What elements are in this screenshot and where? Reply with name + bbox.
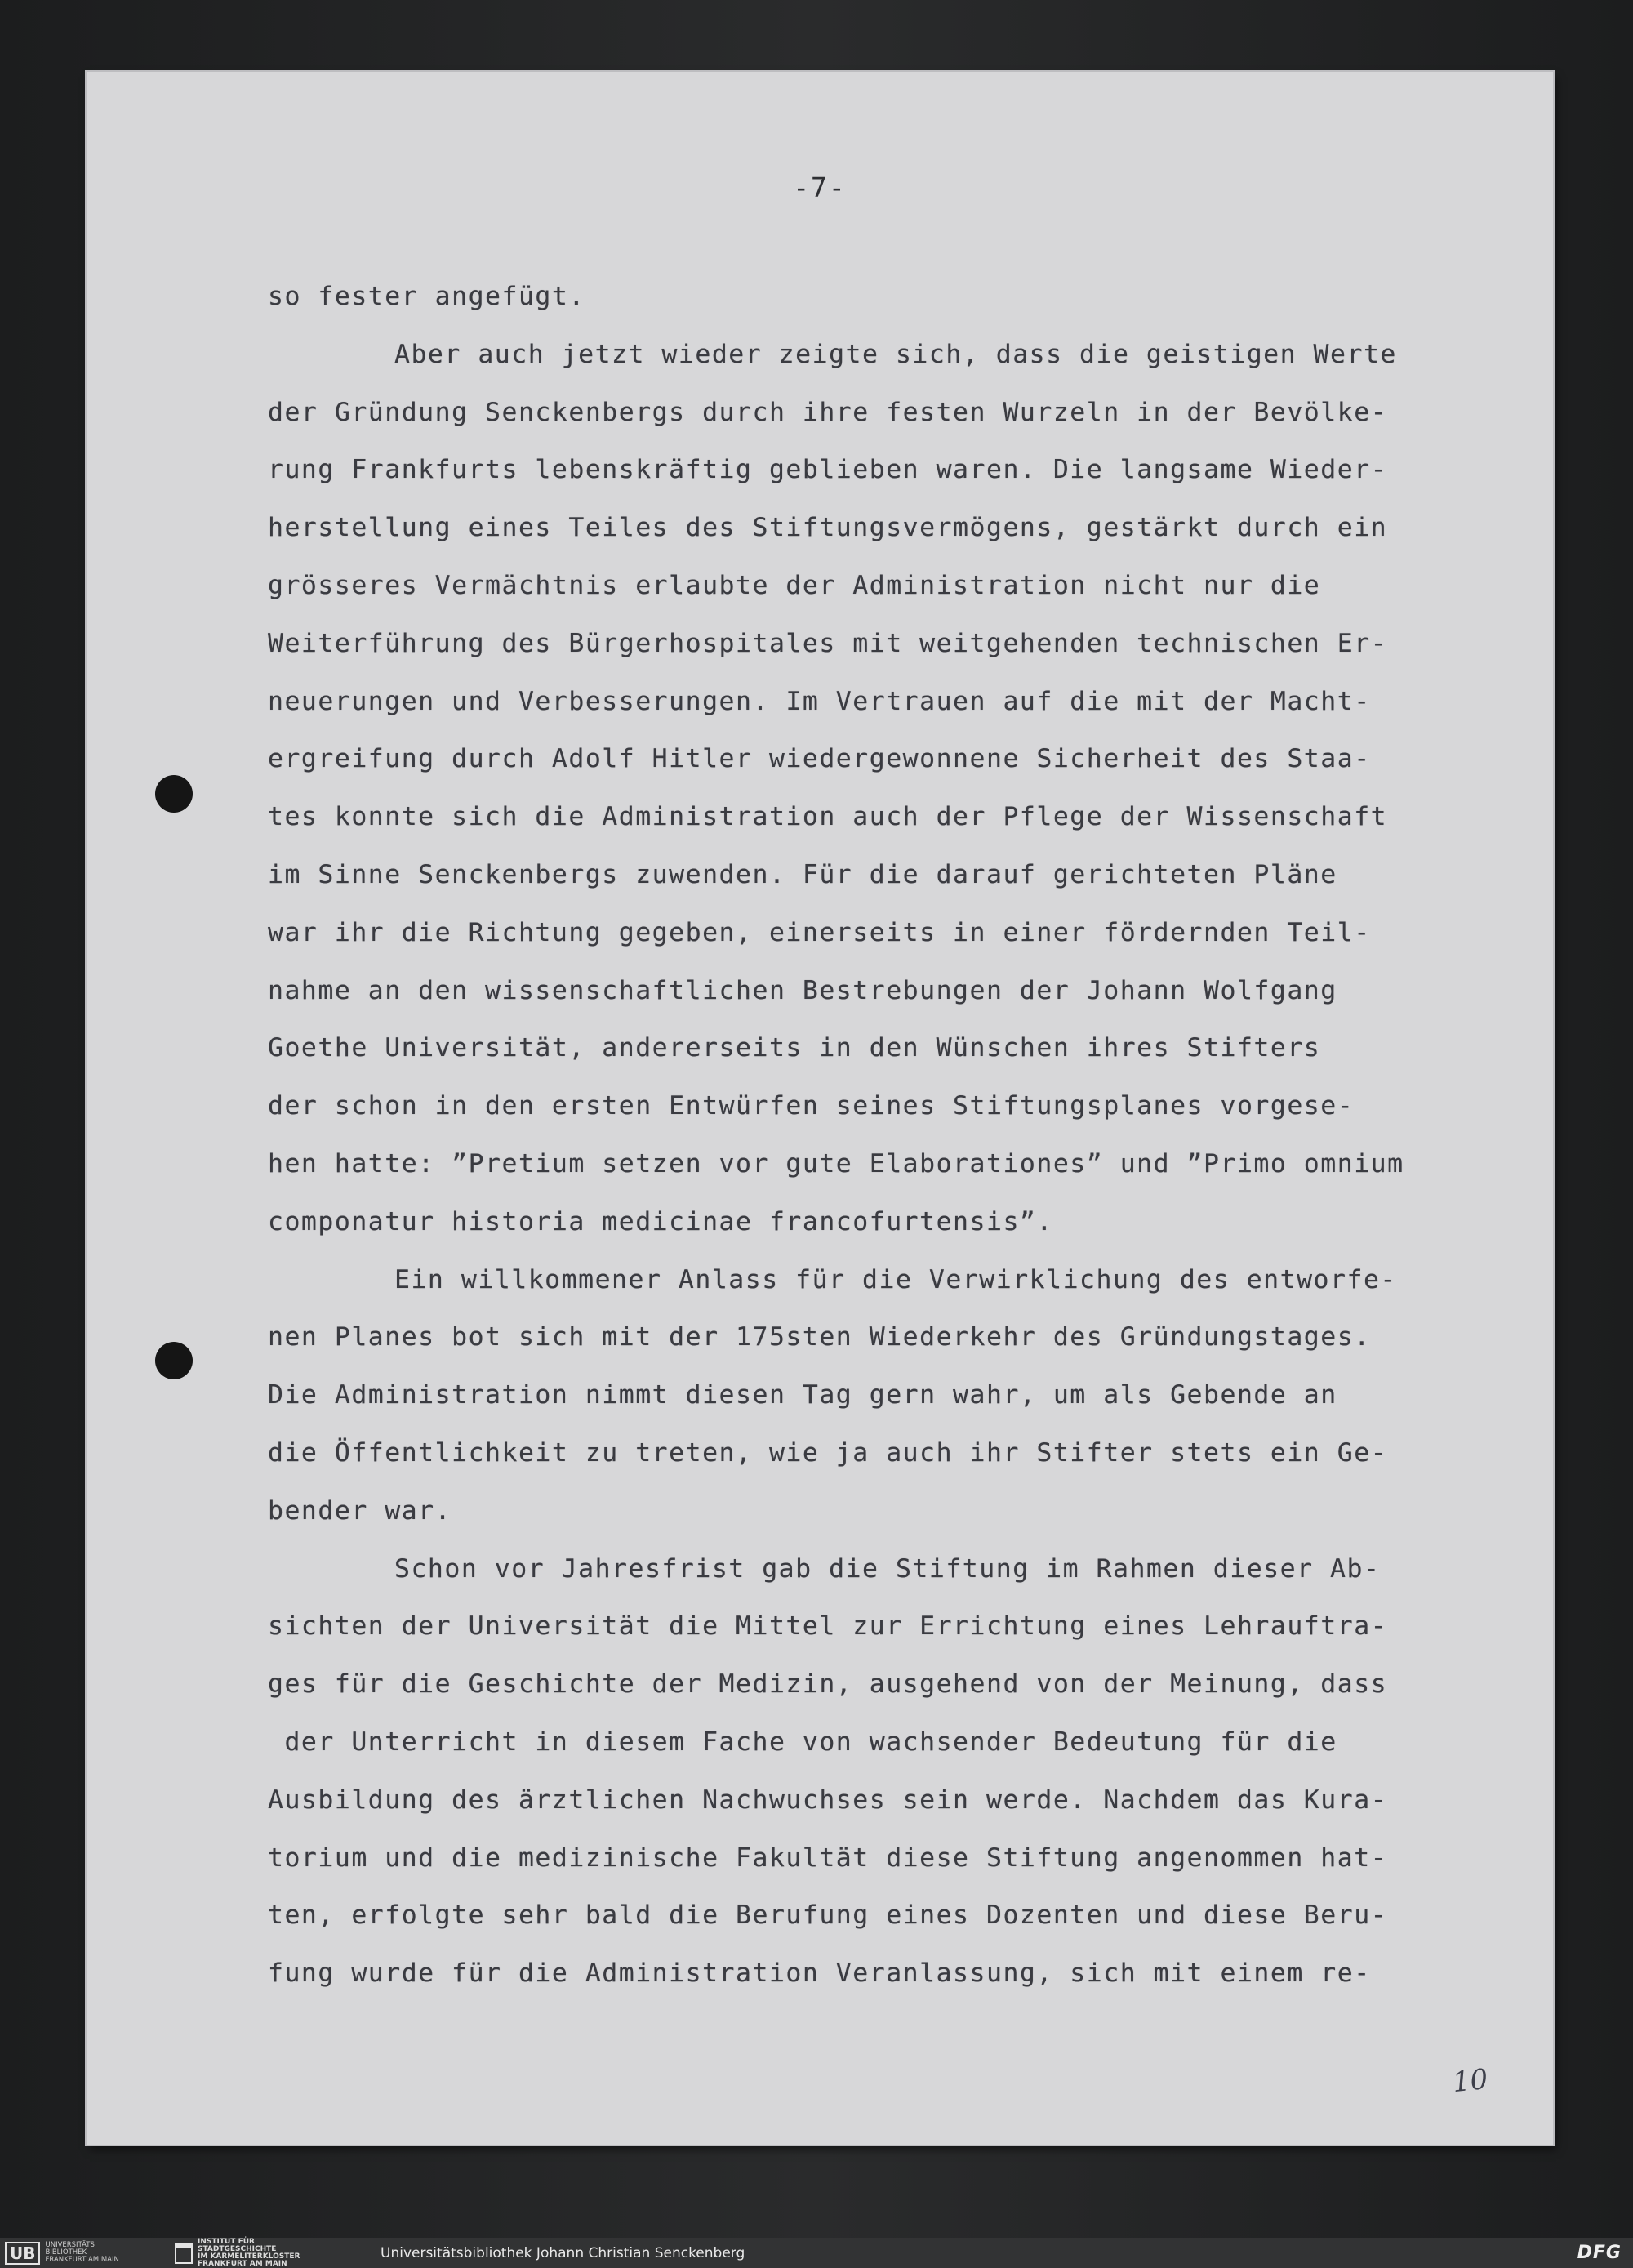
text-line: der schon in den ersten Entwürfen seines Stiftungsplanes vorgese- <box>268 1091 1355 1121</box>
text-line: Die Administration nimmt diesen Tag gern wahr, um als Gebende an <box>268 1380 1337 1410</box>
text-line: Schon vor Jahresfrist gab die Stiftung im Rahmen dieser Ab- <box>394 1553 1381 1584</box>
text-line: der Unterricht in diesem Fache von wachsender Bedeutung für die <box>268 1727 1337 1757</box>
text-line: Weiterführung des Bürgerhospitales mit weitgehenden technischen Er- <box>268 628 1388 658</box>
page-number: -7- <box>793 172 847 203</box>
library-title: Universitätsbibliothek Johann Christian Senckenberg <box>380 2245 745 2261</box>
text-line: nen Planes bot sich mit der 175sten Wiederkehr des Gründungstages. <box>268 1322 1371 1352</box>
punch-hole-bottom <box>155 1342 193 1379</box>
text-line: ergreifung durch Adolf Hitler wiedergewonnene Sicherheit des Staa- <box>268 744 1371 774</box>
text-line: im Sinne Senckenbergs zuwenden. Für die darauf gerichteten Pläne <box>268 859 1337 889</box>
text-line: Aber auch jetzt wieder zeigte sich, dass die geistigen Werte <box>394 339 1397 369</box>
text-line: sichten der Universität die Mittel zur Errichtung eines Lehrauftra- <box>268 1611 1388 1642</box>
text-line: bender war. <box>268 1495 452 1526</box>
text-line: die Öffentlichkeit zu treten, wie ja auch ihr Stifter stets ein Ge- <box>268 1437 1388 1468</box>
ub-logo-text: UNIVERSITÄTS BIBLIOTHEK FRANKFURT AM MAIN <box>45 2241 119 2264</box>
text-line: der Gründung Senckenbergs durch ihre festen Wurzeln in der Bevölke- <box>268 397 1388 427</box>
text-line: Goethe Universität, andererseits in den Wünschen ihres Stifters <box>268 1033 1321 1063</box>
text-line: neuerungen und Verbesserungen. Im Vertrauen auf die mit der Macht- <box>268 686 1371 716</box>
text-line: Ausbildung des ärztlichen Nachwuchses sein werde. Nachdem das Kura- <box>268 1785 1388 1815</box>
text-line: herstellung eines Teiles des Stiftungsvermögens, gestärkt durch ein <box>268 513 1388 543</box>
text-line: war ihr die Richtung gegeben, einerseits in einer fördernden Teil- <box>268 917 1371 947</box>
text-line: torium und die medizinische Fakultät diese Stiftung angenommen hat- <box>268 1842 1388 1873</box>
document-page <box>87 72 1553 2145</box>
typescript-body <box>268 268 1525 2003</box>
text-line: ges für die Geschichte der Medizin, ausgehend von der Meinung, dass <box>268 1669 1388 1700</box>
text-line: tes konnte sich die Administration auch der Pflege der Wissenschaft <box>268 802 1388 832</box>
text-line: ten, erfolgte sehr bald die Berufung eines Dozenten und diese Beru- <box>268 1900 1388 1931</box>
isg-logo-text: INSTITUT FÜR STADTGESCHICHTE IM KARMELITERKLOSTER FRANKFURT AM MAIN <box>198 2237 300 2268</box>
text-line: Ein willkommener Anlass für die Verwirklichung des entworfe- <box>394 1264 1397 1294</box>
isg-logo[interactable] <box>175 2237 300 2268</box>
isg-building-icon <box>175 2243 193 2264</box>
handwritten-folio-number: 10 <box>1450 2062 1489 2100</box>
dfg-logo[interactable]: DFG <box>1577 2243 1622 2263</box>
viewer-footer <box>0 2238 1633 2268</box>
text-line: so fester angefügt. <box>268 282 585 311</box>
ub-logo[interactable] <box>5 2241 119 2265</box>
text-line: grösseres Vermächtnis erlaubte der Administration nicht nur die <box>268 570 1321 600</box>
ub-logo-mark: UB <box>5 2242 40 2265</box>
text-line: hen hatte: ”Pretium setzen vor gute Elaborationes” und ”Primo omnium <box>268 1148 1404 1179</box>
text-line: rung Frankfurts lebenskräftig geblieben waren. Die langsame Wieder- <box>268 455 1388 485</box>
text-line: nahme an den wissenschaftlichen Bestrebungen der Johann Wolfgang <box>268 975 1337 1005</box>
text-line: componatur historia medicinae francofurtensis”. <box>268 1206 1053 1236</box>
punch-hole-top <box>155 775 193 813</box>
text-line: fung wurde für die Administration Veranlassung, sich mit einem re- <box>268 1958 1371 1989</box>
